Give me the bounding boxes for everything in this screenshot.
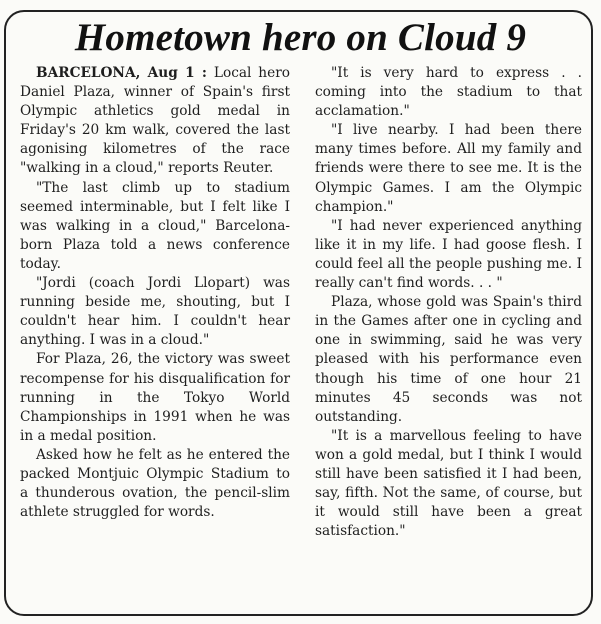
article-paragraph	[20, 64, 290, 179]
headline: Hometown hero on Cloud 9	[74, 16, 527, 59]
article-paragraph: "I live nearby. I had been there many times before. All my family and friends were there to see me. It is the Olympic Games. I am the Olympic champion."	[315, 122, 582, 215]
article-paragraph: "The last climb up to stadium seemed interminable, but I felt like I was walking in a cloud," Barcelona-born Plaza told a news conference today.	[20, 179, 290, 272]
article-paragraph: "It is very hard to express . . coming into the stadium to that acclamation."	[315, 65, 582, 120]
article-paragraph: Plaza, whose gold was Spain's third in the Games after one in cycling and one in swimming, said he was very pleased with his performance even though his time of one hour 21 minutes 45 seconds was not outstanding.	[315, 294, 582, 425]
article-paragraph: Asked how he felt as he entered the packed Montjuic Olympic Stadium to a thunderous ovation, the pencil-slim athlete struggled for words.	[20, 446, 290, 521]
article-paragraph: "Jordi (coach Jordi Llopart) was running beside me, shouting, but I couldn't hear him. I couldn't hear anything. I was in a cloud."	[20, 275, 290, 349]
article-column-right	[315, 64, 582, 541]
article-paragraph: For Plaza, 26, the victory was sweet recompense for his disqualification for running in the Tokyo World Championships in 1991 when he was in a medal position.	[20, 351, 290, 444]
article-column-left	[20, 64, 290, 522]
dateline: BARCELONA, Aug 1 :	[36, 65, 207, 81]
paragraph-text: Local hero Daniel Plaza, winner of Spain's first Olympic athletics gold medal in Friday's 20 km walk, covered the last agonising kilometres of the race "walking in a cloud," reports Reuter.	[20, 65, 290, 177]
article-paragraph: "I had never experienced anything like it in my life. I had goose flesh. I could feel all the people pushing me. I really can't find words. . . "	[315, 217, 582, 292]
article-paragraph: "It is a marvellous feeling to have won a gold medal, but I think I would still have been satisfied it I had been, say, fifth. Not the same, of course, but it would still have been a great satisfaction."	[315, 427, 582, 540]
